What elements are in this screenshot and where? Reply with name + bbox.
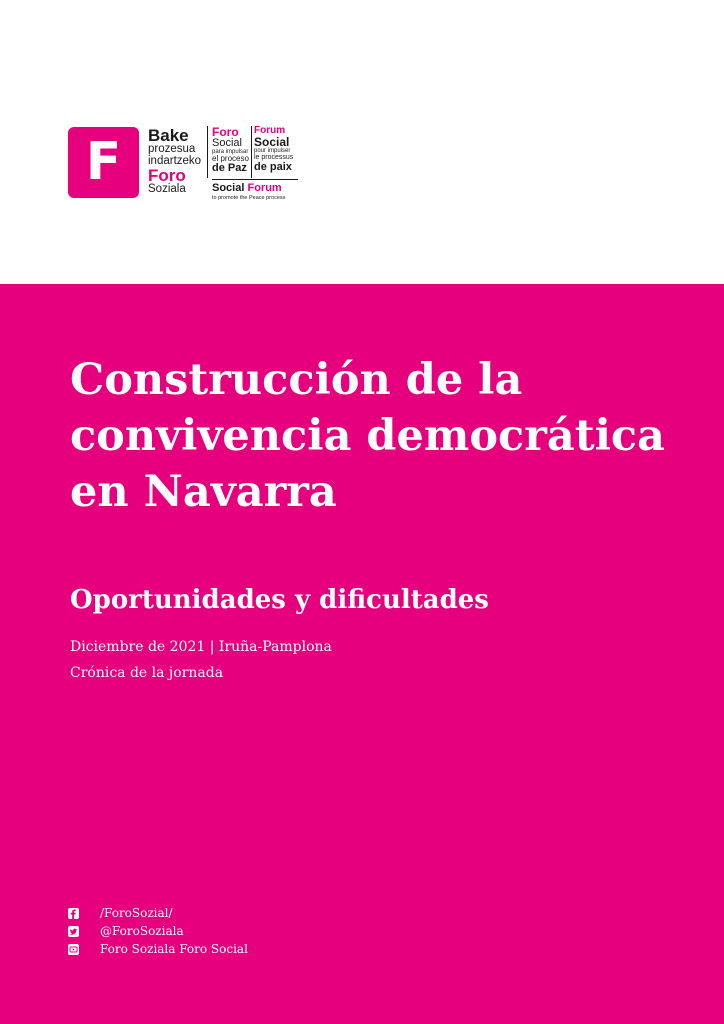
social-twitter[interactable]: [68, 922, 248, 940]
twitter-link[interactable]: @ForoSoziala: [100, 924, 184, 938]
logo-spanish-line1: Foro: [212, 125, 239, 139]
logo-basque-line5: Soziala: [148, 183, 186, 195]
logo-french-line5: de paix: [254, 160, 292, 173]
foro-social-logo: [68, 126, 298, 202]
social-links: [68, 904, 248, 958]
logo-english-word1: Social: [212, 182, 245, 194]
logo-basque-line1: Bake: [148, 126, 189, 145]
logo-english-word2: Forum: [247, 182, 282, 194]
document-subtitle: Oportunidades y dificultades: [70, 585, 489, 615]
logo-basque-line2: prozesua: [148, 143, 196, 155]
logo-basque-line3: indartzeko: [148, 154, 202, 167]
cover-panel: [0, 284, 724, 1024]
social-facebook[interactable]: [68, 904, 248, 922]
logo-spanish-line4: el proceso: [212, 154, 249, 164]
document-type: Crónica de la jornada: [70, 665, 224, 681]
logo-spanish-text: [212, 126, 256, 174]
logo-french-line3: pour impulser: [254, 148, 291, 154]
logo-basque-text: [148, 126, 204, 196]
logo-french-text: [254, 126, 298, 173]
logo-english-text: [212, 179, 298, 201]
document-title: Construcción de la convivencia democrática en Navarra: [70, 355, 665, 517]
logo-spanish-line2: Social: [212, 137, 242, 149]
youtube-link[interactable]: Foro Soziala Foro Social: [100, 942, 248, 956]
logo-rule: [212, 179, 298, 180]
logo-divider: [207, 126, 208, 178]
logo-english-tagline: to promote the Peace process: [212, 195, 286, 201]
logo-f-mark: F: [68, 127, 139, 198]
twitter-icon: [68, 926, 79, 937]
header: [0, 0, 724, 284]
facebook-icon: [68, 908, 79, 919]
logo-french-line4: le processus: [254, 154, 294, 162]
logo-spanish-line5: de Paz: [212, 162, 247, 175]
social-youtube[interactable]: [68, 940, 248, 958]
logo-french-line1: Forum: [254, 125, 286, 136]
logo-french-line2: Social: [254, 135, 290, 149]
facebook-link[interactable]: /ForoSozial/: [100, 906, 173, 920]
logo-basque-line4: Foro: [148, 166, 186, 185]
youtube-icon: [68, 944, 79, 955]
date-place: Diciembre de 2021 | Iruña-Pamplona: [70, 639, 332, 655]
logo-divider: [251, 126, 252, 178]
logo-spanish-line3: para impulsar: [212, 149, 249, 155]
